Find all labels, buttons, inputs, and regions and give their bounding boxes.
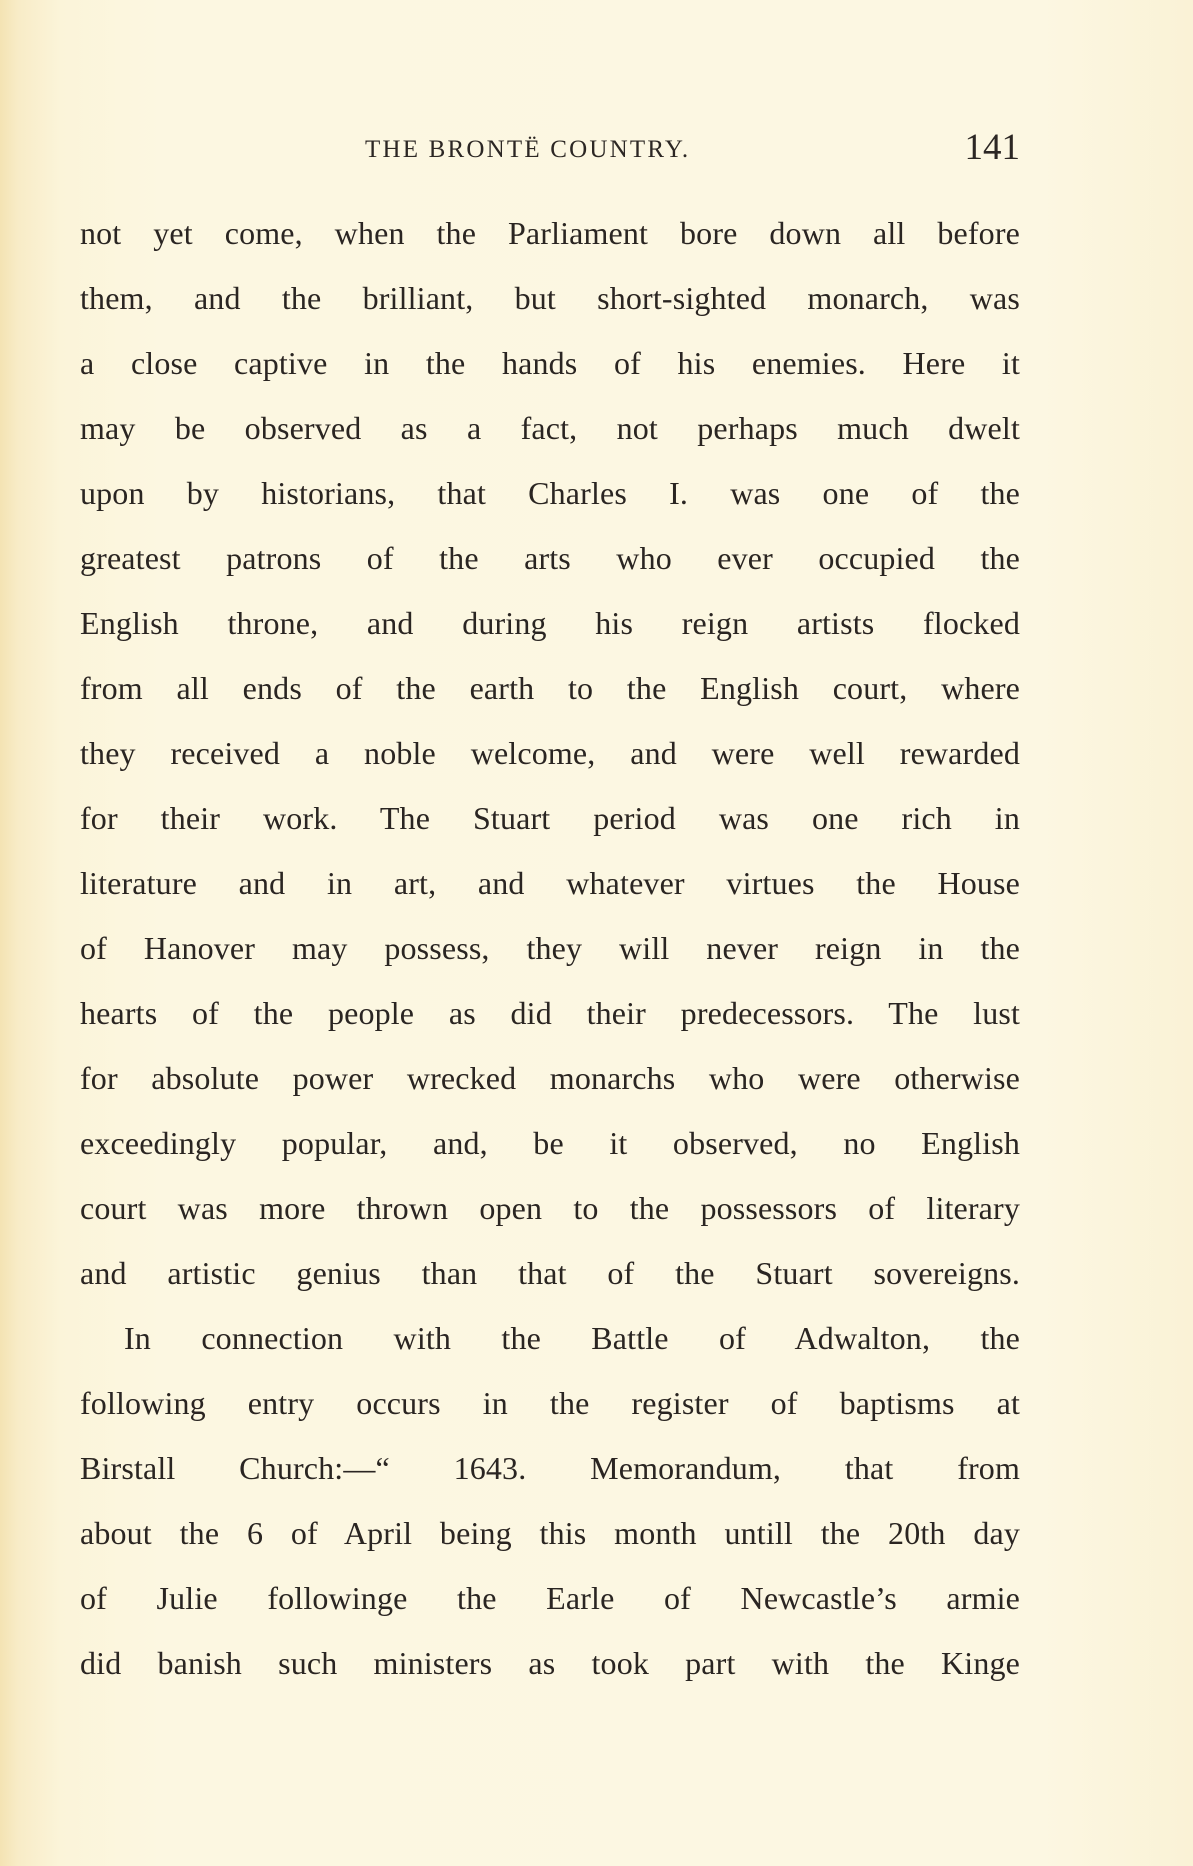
text-line: them, and the brilliant, but short-sighted monarch, was [80, 280, 1020, 316]
text-line: a close captive in the hands of his enemies. Here it [80, 345, 1020, 381]
text-line: following entry occurs in the register of baptisms at [80, 1385, 1020, 1421]
text-line: from all ends of the earth to the English court, where [80, 670, 1020, 706]
page-number: 141 [964, 127, 1020, 168]
text-line: for absolute power wrecked monarchs who were otherwise [80, 1060, 1020, 1096]
text-line: of Hanover may possess, they will never reign in the [80, 930, 1020, 966]
text-line: upon by historians, that Charles I. was one of the [80, 475, 1020, 511]
text-line: for their work. The Stuart period was one rich in [80, 800, 1020, 836]
text-line: about the 6 of April being this month untill the 20th day [80, 1515, 1020, 1551]
text-line: and artistic genius than that of the Stuart sovereigns. [80, 1255, 1020, 1291]
text-line: exceedingly popular, and, be it observed, no English [80, 1125, 1020, 1161]
text-line: did banish such ministers as took part with the Kinge [80, 1645, 1020, 1681]
text-line: literature and in art, and whatever virtues the House [80, 865, 1020, 901]
text-line: English throne, and during his reign artists flocked [80, 605, 1020, 641]
text-line: they received a noble welcome, and were well rewarded [80, 735, 1020, 771]
running-head [80, 126, 1020, 176]
text-line: hearts of the people as did their predecessors. The lust [80, 995, 1020, 1031]
text-line: Birstall Church:—“ 1643. Memorandum, that from [80, 1450, 1020, 1486]
text-line: court was more thrown open to the possessors of literary [80, 1190, 1020, 1226]
running-head-title: THE BRONTË COUNTRY. [365, 136, 691, 163]
body-text [80, 201, 1020, 1696]
text-line-paragraph-start: In connection with the Battle of Adwalton, the [124, 1320, 1020, 1356]
text-line: of Julie followinge the Earle of Newcastle’s armie [80, 1580, 1020, 1616]
text-line: greatest patrons of the arts who ever occupied the [80, 540, 1020, 576]
text-line: may be observed as a fact, not perhaps much dwelt [80, 410, 1020, 446]
text-line: not yet come, when the Parliament bore down all before [80, 215, 1020, 251]
